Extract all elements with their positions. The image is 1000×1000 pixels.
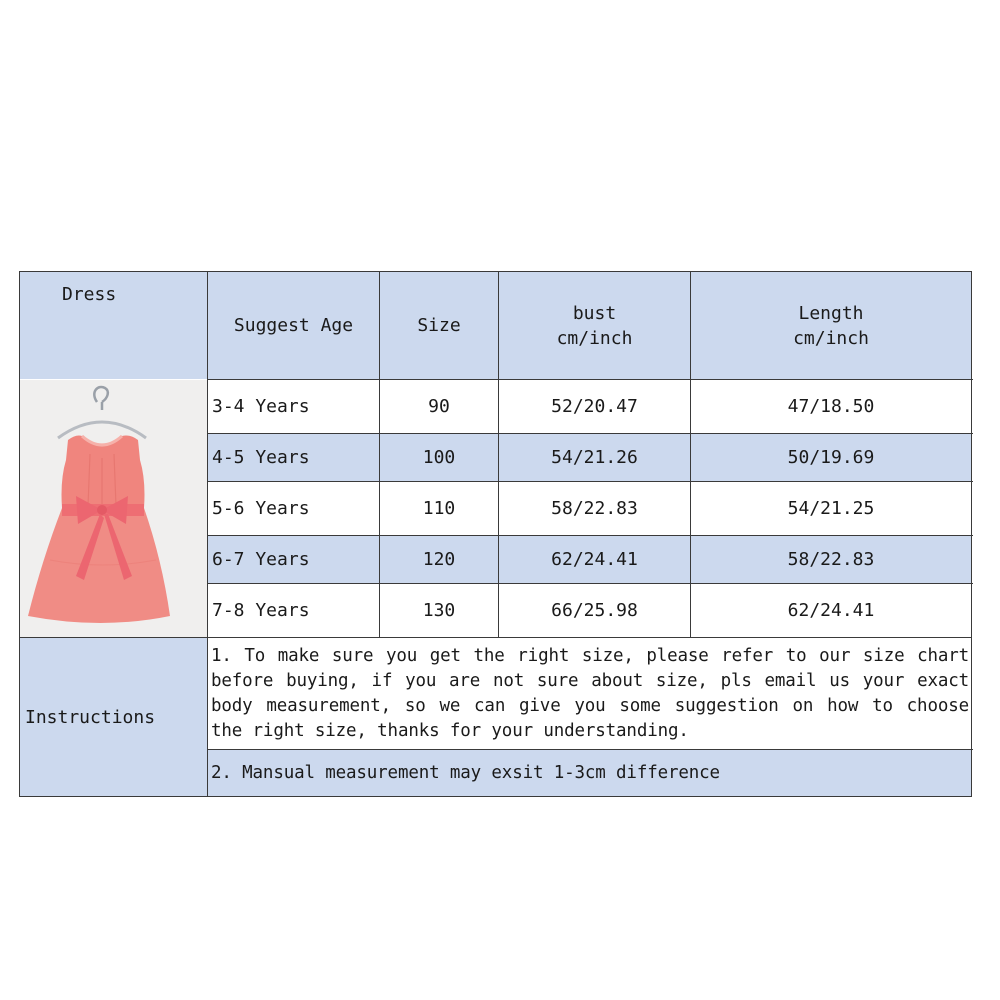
grid-line: [207, 583, 973, 585]
row-age: 4-5 Years: [208, 434, 379, 481]
instruction-note-2: 2. Mansual measurement may exsit 1-3cm difference: [208, 750, 971, 796]
row-length: 47/18.50: [691, 380, 971, 433]
row-age: 3-4 Years: [208, 380, 379, 433]
header-age: Suggest Age: [208, 272, 379, 379]
row-length: 62/24.41: [691, 584, 971, 637]
row-age: 6-7 Years: [208, 536, 379, 583]
header-size: Size: [380, 272, 498, 379]
size-chart-table: [19, 271, 972, 797]
instructions-label-cell: [20, 638, 207, 796]
grid-line: [20, 637, 972, 639]
row-age: 7-8 Years: [208, 584, 379, 637]
row-size: 130: [380, 584, 498, 637]
header-bust: bust cm/inch: [499, 272, 690, 379]
row-age: 5-6 Years: [208, 482, 379, 535]
row-length: 58/22.83: [691, 536, 971, 583]
grid-line: [207, 535, 973, 537]
row-bust: 66/25.98: [499, 584, 690, 637]
corner-label: Dress: [62, 284, 117, 305]
grid-line: [207, 749, 973, 751]
row-size: 90: [380, 380, 498, 433]
grid-line: [207, 379, 973, 381]
header-length: Length cm/inch: [691, 272, 971, 379]
product-image-cell: [20, 380, 207, 637]
row-bust: 54/21.26: [499, 434, 690, 481]
instruction-note-1: 1. To make sure you get the right size, please refer to our size chart before buying, if you are not sure about size, pls email us your exact body measurement, so we can give you some suggestion on how to choose the right size, thanks for your understanding.: [208, 638, 971, 749]
corner-cell: [20, 272, 207, 379]
row-bust: 52/20.47: [499, 380, 690, 433]
row-bust: 58/22.83: [499, 482, 690, 535]
row-length: 54/21.25: [691, 482, 971, 535]
row-size: 110: [380, 482, 498, 535]
row-size: 100: [380, 434, 498, 481]
row-size: 120: [380, 536, 498, 583]
row-length: 50/19.69: [691, 434, 971, 481]
grid-line: [207, 481, 973, 483]
grid-line: [207, 433, 973, 435]
pink-dress-image: [20, 380, 207, 637]
instructions-label: Instructions: [25, 706, 156, 728]
row-bust: 62/24.41: [499, 536, 690, 583]
